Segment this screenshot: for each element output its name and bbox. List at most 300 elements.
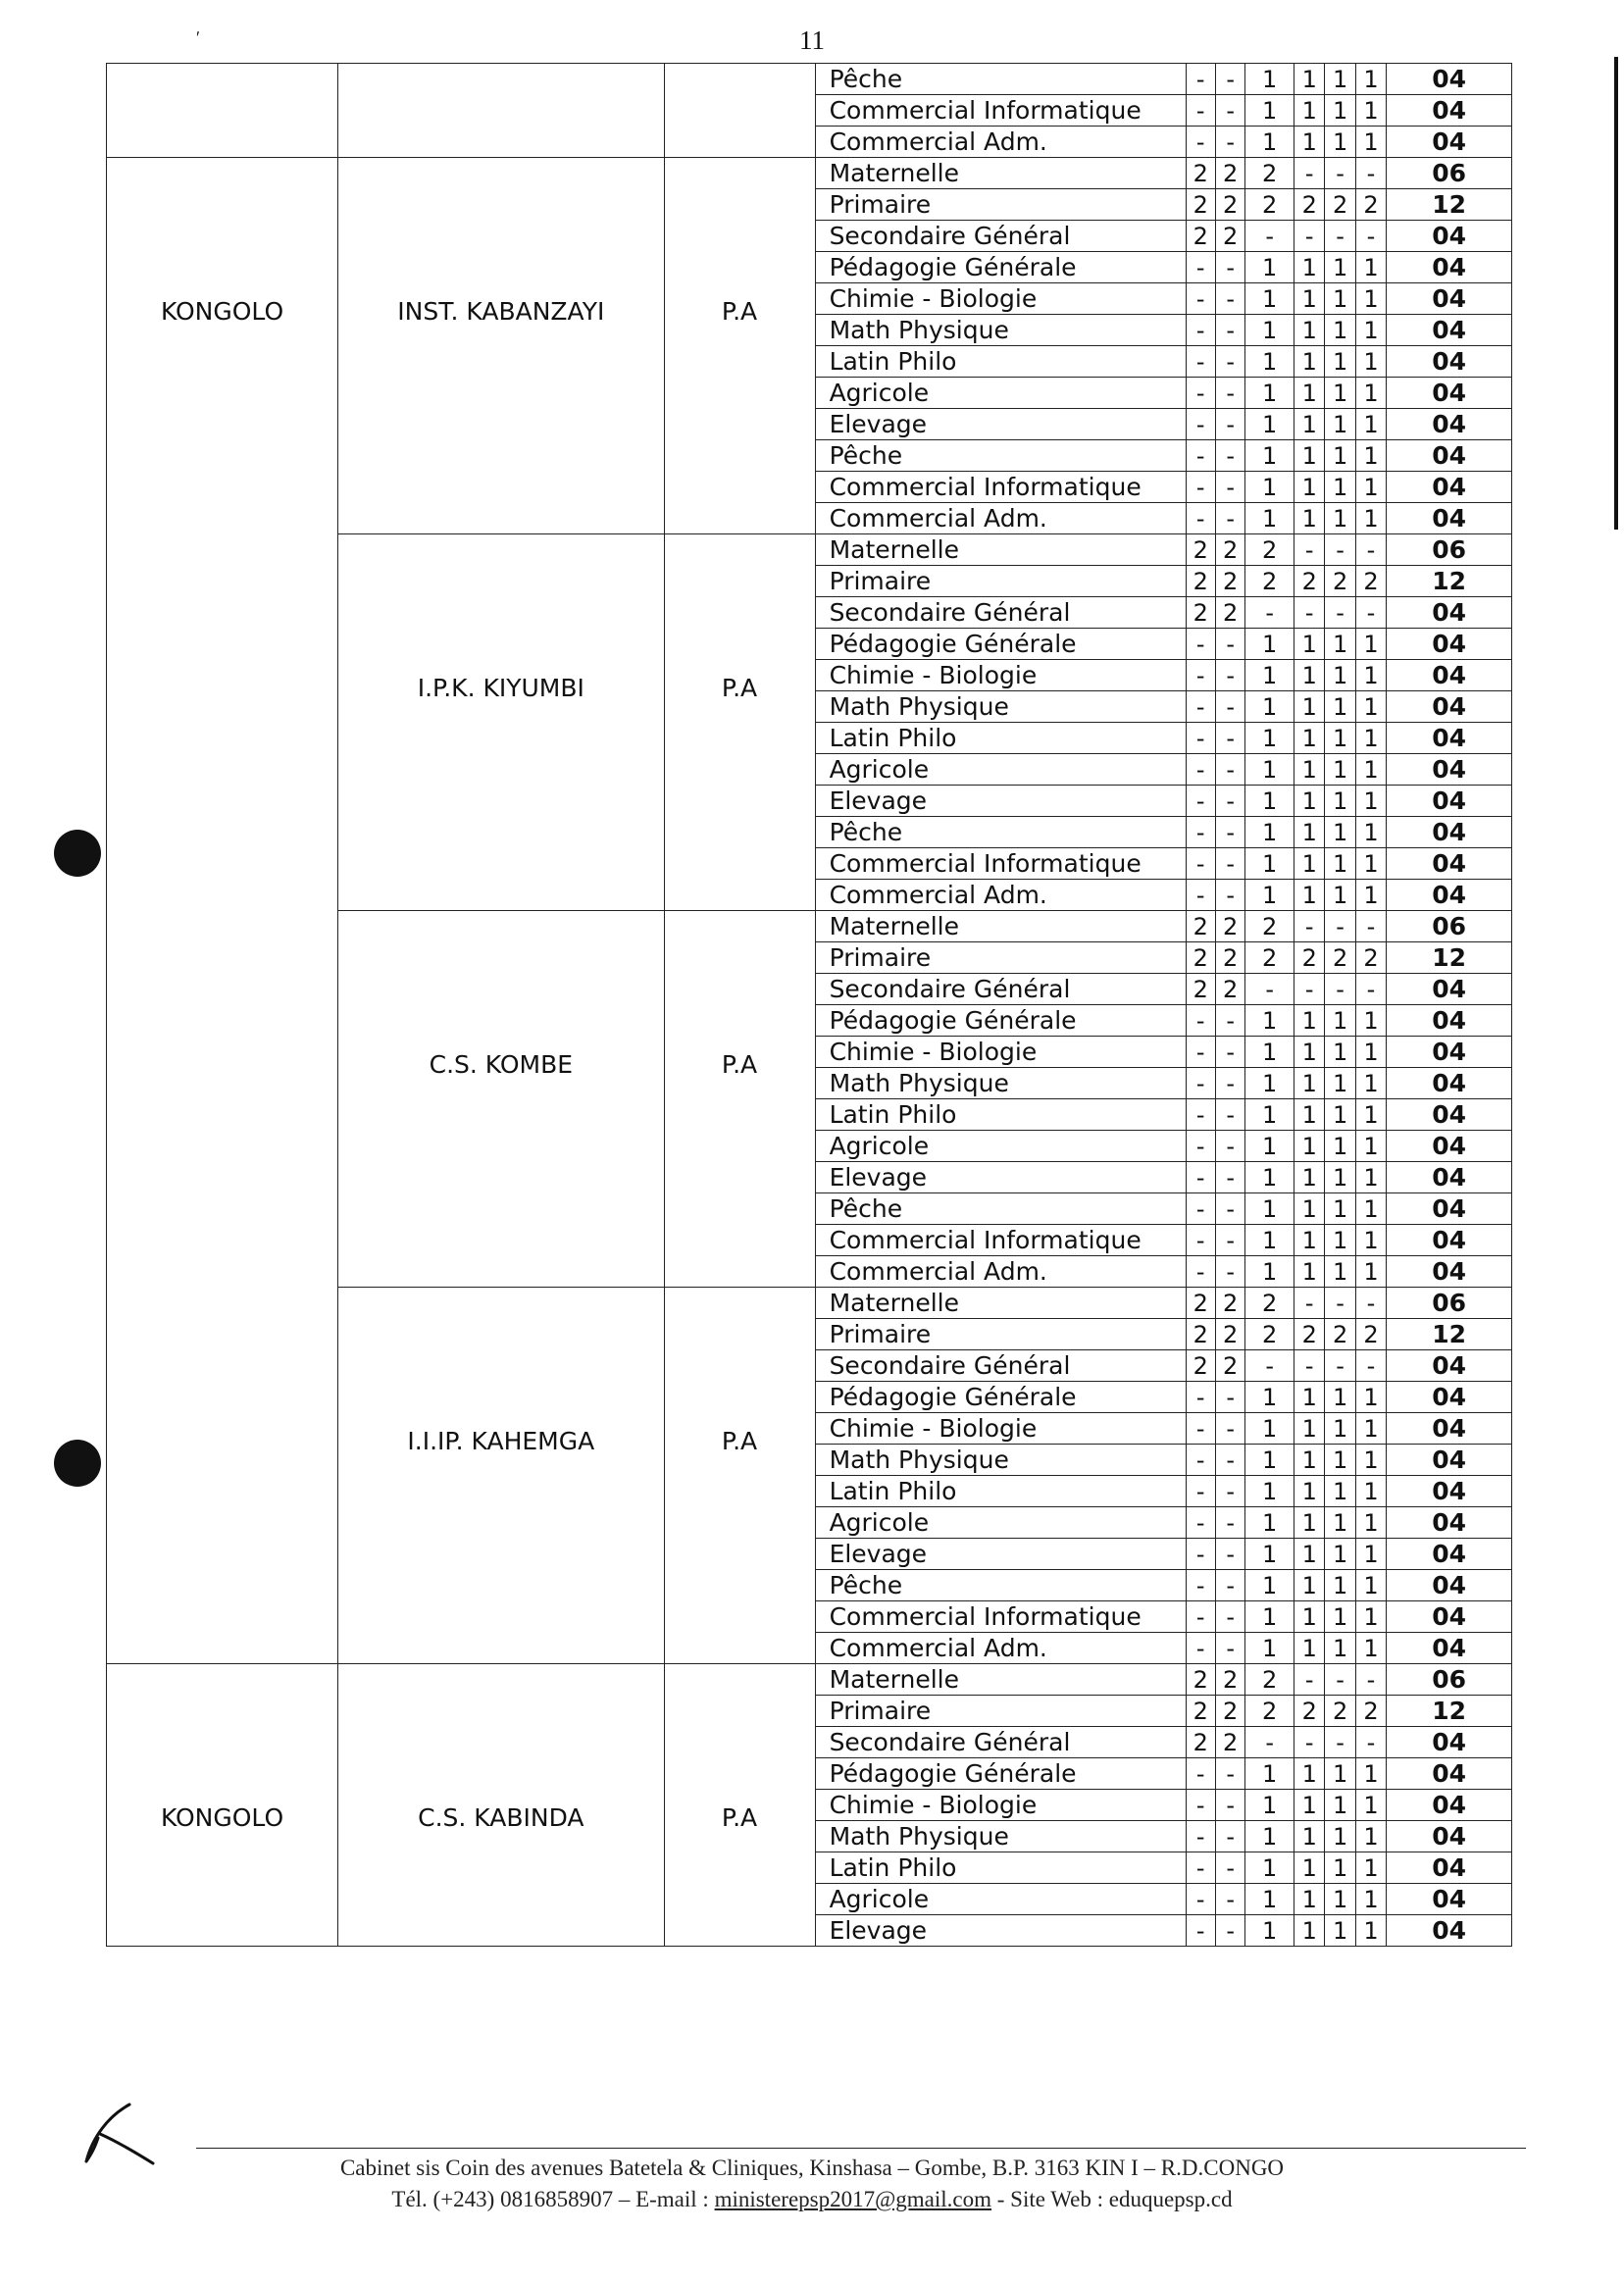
level-count: 1: [1355, 723, 1386, 754]
section-name: Pédagogie Générale: [815, 1758, 1186, 1790]
level-count: 1: [1355, 1821, 1386, 1852]
level-count: 1: [1294, 1445, 1325, 1476]
level-count: -: [1215, 723, 1244, 754]
level-count: 1: [1355, 660, 1386, 691]
level-count: -: [1325, 534, 1355, 566]
level-count: 1: [1325, 1539, 1355, 1570]
level-count: -: [1186, 1821, 1215, 1852]
province-name: KONGOLO: [107, 158, 338, 1664]
level-count: -: [1245, 1727, 1294, 1758]
row-total: 04: [1387, 691, 1512, 723]
row-total: 04: [1387, 848, 1512, 880]
level-count: -: [1186, 1601, 1215, 1633]
level-count: -: [1215, 409, 1244, 440]
level-count: -: [1186, 1570, 1215, 1601]
punch-hole: [54, 1440, 101, 1487]
level-count: 1: [1294, 409, 1325, 440]
level-count: 2: [1355, 942, 1386, 974]
level-count: 1: [1355, 64, 1386, 95]
section-name: Primaire: [815, 189, 1186, 221]
level-count: 1: [1325, 1476, 1355, 1507]
level-count: 1: [1294, 880, 1325, 911]
level-count: -: [1215, 1225, 1244, 1256]
footer-address: Cabinet sis Coin des avenues Batetela & Cliniques, Kinshasa – Gombe, B.P. 3163 KIN I – R.D.CONGO: [339, 2156, 1285, 2180]
level-count: -: [1186, 1193, 1215, 1225]
section-name: Chimie - Biologie: [815, 1037, 1186, 1068]
section-name: Pêche: [815, 1193, 1186, 1225]
level-count: -: [1186, 1915, 1215, 1947]
row-total: 04: [1387, 817, 1512, 848]
level-count: 2: [1294, 1319, 1325, 1350]
row-total: 04: [1387, 378, 1512, 409]
level-count: 1: [1294, 691, 1325, 723]
table-row: [107, 158, 1512, 189]
level-count: 2: [1294, 1696, 1325, 1727]
level-count: 1: [1325, 1413, 1355, 1445]
level-count: -: [1186, 64, 1215, 95]
row-total: 04: [1387, 1131, 1512, 1162]
level-count: 2: [1294, 566, 1325, 597]
section-name: Pédagogie Générale: [815, 629, 1186, 660]
level-count: 1: [1245, 1601, 1294, 1633]
row-total: 04: [1387, 597, 1512, 629]
level-count: -: [1186, 691, 1215, 723]
row-total: 04: [1387, 1539, 1512, 1570]
level-count: 1: [1294, 1758, 1325, 1790]
level-count: 2: [1245, 1288, 1294, 1319]
section-name: Math Physique: [815, 1821, 1186, 1852]
level-count: -: [1294, 221, 1325, 252]
level-count: 1: [1355, 1852, 1386, 1884]
level-count: 1: [1325, 95, 1355, 127]
level-count: -: [1325, 911, 1355, 942]
level-count: 1: [1245, 64, 1294, 95]
level-count: 1: [1355, 1225, 1386, 1256]
level-count: 1: [1294, 1413, 1325, 1445]
level-count: -: [1215, 1445, 1244, 1476]
row-total: 06: [1387, 534, 1512, 566]
level-count: 1: [1245, 1758, 1294, 1790]
level-count: -: [1294, 974, 1325, 1005]
level-count: 1: [1325, 1852, 1355, 1884]
section-name: Secondaire Général: [815, 974, 1186, 1005]
level-count: 2: [1245, 1664, 1294, 1696]
section-name: Chimie - Biologie: [815, 1413, 1186, 1445]
level-count: 1: [1294, 64, 1325, 95]
level-count: 1: [1294, 1790, 1325, 1821]
row-total: 04: [1387, 786, 1512, 817]
level-count: 1: [1325, 817, 1355, 848]
section-name: Pêche: [815, 64, 1186, 95]
row-total: 04: [1387, 974, 1512, 1005]
level-count: 1: [1294, 1256, 1325, 1288]
level-count: 1: [1245, 252, 1294, 283]
level-count: -: [1215, 1507, 1244, 1539]
row-total: 04: [1387, 1727, 1512, 1758]
level-count: 1: [1325, 1758, 1355, 1790]
level-count: 2: [1215, 942, 1244, 974]
level-count: 2: [1215, 974, 1244, 1005]
level-count: -: [1215, 1633, 1244, 1664]
level-count: 1: [1294, 1005, 1325, 1037]
level-count: 1: [1294, 1131, 1325, 1162]
level-count: 1: [1245, 409, 1294, 440]
level-count: 1: [1294, 1852, 1325, 1884]
level-count: -: [1355, 1727, 1386, 1758]
level-count: 1: [1355, 1445, 1386, 1476]
level-count: 1: [1245, 1476, 1294, 1507]
level-count: -: [1215, 346, 1244, 378]
level-count: 2: [1215, 1288, 1244, 1319]
level-count: 1: [1325, 315, 1355, 346]
level-count: 2: [1215, 1696, 1244, 1727]
row-total: 04: [1387, 1821, 1512, 1852]
level-count: 1: [1245, 1068, 1294, 1099]
level-count: -: [1215, 440, 1244, 472]
level-count: -: [1294, 911, 1325, 942]
level-count: 1: [1245, 1382, 1294, 1413]
level-count: -: [1186, 440, 1215, 472]
row-total: 04: [1387, 1601, 1512, 1633]
level-count: -: [1325, 1350, 1355, 1382]
level-count: 1: [1245, 880, 1294, 911]
section-name: Math Physique: [815, 1445, 1186, 1476]
row-total: 12: [1387, 189, 1512, 221]
level-count: 1: [1294, 629, 1325, 660]
row-total: 04: [1387, 1068, 1512, 1099]
level-count: 1: [1355, 1005, 1386, 1037]
section-name: Chimie - Biologie: [815, 660, 1186, 691]
level-count: -: [1186, 880, 1215, 911]
footer-email-link[interactable]: ministerepsp2017@gmail.com: [714, 2187, 992, 2211]
section-name: Pêche: [815, 817, 1186, 848]
level-count: 2: [1245, 1696, 1294, 1727]
level-count: -: [1215, 880, 1244, 911]
level-count: -: [1215, 1852, 1244, 1884]
level-count: -: [1325, 597, 1355, 629]
level-count: 1: [1355, 409, 1386, 440]
level-count: 1: [1245, 440, 1294, 472]
level-count: 1: [1294, 754, 1325, 786]
level-count: 2: [1186, 1696, 1215, 1727]
level-count: 1: [1355, 1601, 1386, 1633]
row-total: 04: [1387, 1633, 1512, 1664]
level-count: -: [1215, 1601, 1244, 1633]
level-count: -: [1215, 691, 1244, 723]
level-count: -: [1186, 629, 1215, 660]
level-count: -: [1186, 472, 1215, 503]
level-count: -: [1355, 911, 1386, 942]
level-count: 1: [1245, 283, 1294, 315]
level-count: 1: [1355, 1193, 1386, 1225]
level-count: 1: [1245, 660, 1294, 691]
row-total: 04: [1387, 472, 1512, 503]
level-count: 1: [1355, 1256, 1386, 1288]
level-count: -: [1186, 1852, 1215, 1884]
level-count: 1: [1245, 691, 1294, 723]
level-count: 2: [1186, 1350, 1215, 1382]
level-count: 2: [1215, 1319, 1244, 1350]
regime-code: P.A: [664, 1664, 815, 1947]
level-count: -: [1215, 64, 1244, 95]
row-total: 04: [1387, 1005, 1512, 1037]
level-count: 1: [1355, 786, 1386, 817]
level-count: 1: [1325, 754, 1355, 786]
level-count: 2: [1355, 1696, 1386, 1727]
level-count: 2: [1355, 566, 1386, 597]
level-count: 2: [1245, 534, 1294, 566]
section-name: Math Physique: [815, 691, 1186, 723]
level-count: 1: [1245, 1790, 1294, 1821]
level-count: 1: [1245, 1915, 1294, 1947]
level-count: 1: [1245, 378, 1294, 409]
level-count: -: [1186, 1005, 1215, 1037]
level-count: -: [1186, 315, 1215, 346]
level-count: 1: [1245, 315, 1294, 346]
section-name: Secondaire Général: [815, 1727, 1186, 1758]
row-total: 04: [1387, 1099, 1512, 1131]
level-count: -: [1215, 1821, 1244, 1852]
section-name: Pêche: [815, 440, 1186, 472]
level-count: -: [1215, 629, 1244, 660]
level-count: 1: [1355, 503, 1386, 534]
section-name: Commercial Adm.: [815, 1633, 1186, 1664]
level-count: -: [1355, 597, 1386, 629]
level-count: 2: [1245, 942, 1294, 974]
row-total: 04: [1387, 880, 1512, 911]
level-count: -: [1215, 472, 1244, 503]
row-total: 04: [1387, 1915, 1512, 1947]
level-count: -: [1215, 1884, 1244, 1915]
level-count: 1: [1325, 1915, 1355, 1947]
level-count: 1: [1325, 472, 1355, 503]
section-name: Maternelle: [815, 158, 1186, 189]
row-total: 04: [1387, 1225, 1512, 1256]
section-name: Maternelle: [815, 1288, 1186, 1319]
level-count: 2: [1215, 1664, 1244, 1696]
level-count: 1: [1245, 1413, 1294, 1445]
level-count: -: [1186, 1790, 1215, 1821]
level-count: 1: [1245, 629, 1294, 660]
table-row: [107, 1664, 1512, 1696]
level-count: -: [1215, 1915, 1244, 1947]
level-count: -: [1186, 1382, 1215, 1413]
level-count: 2: [1325, 566, 1355, 597]
level-count: 1: [1245, 1884, 1294, 1915]
section-name: Maternelle: [815, 1664, 1186, 1696]
level-count: 2: [1245, 1319, 1294, 1350]
level-count: 1: [1325, 848, 1355, 880]
level-count: -: [1245, 597, 1294, 629]
level-count: -: [1215, 315, 1244, 346]
level-count: 1: [1325, 1884, 1355, 1915]
regime-code: P.A: [664, 911, 815, 1288]
row-total: 04: [1387, 1382, 1512, 1413]
level-count: 1: [1245, 1162, 1294, 1193]
level-count: 2: [1186, 189, 1215, 221]
section-name: Math Physique: [815, 1068, 1186, 1099]
level-count: 2: [1186, 1664, 1215, 1696]
section-name: Agricole: [815, 1884, 1186, 1915]
level-count: 2: [1245, 158, 1294, 189]
level-count: 1: [1245, 127, 1294, 158]
level-count: 1: [1355, 1131, 1386, 1162]
level-count: 1: [1325, 283, 1355, 315]
level-count: 1: [1294, 1570, 1325, 1601]
level-count: -: [1215, 1037, 1244, 1068]
level-count: 1: [1294, 1539, 1325, 1570]
section-name: Secondaire Général: [815, 597, 1186, 629]
row-total: 04: [1387, 503, 1512, 534]
section-name: Elevage: [815, 409, 1186, 440]
level-count: -: [1186, 1633, 1215, 1664]
level-count: 1: [1245, 1225, 1294, 1256]
section-name: Elevage: [815, 1915, 1186, 1947]
level-count: -: [1325, 1664, 1355, 1696]
section-name: Pêche: [815, 1570, 1186, 1601]
level-count: 1: [1355, 1507, 1386, 1539]
level-count: 2: [1245, 189, 1294, 221]
level-count: 1: [1325, 1225, 1355, 1256]
section-name: Commercial Informatique: [815, 472, 1186, 503]
level-count: -: [1325, 221, 1355, 252]
level-count: 1: [1294, 1601, 1325, 1633]
section-name: Pédagogie Générale: [815, 1005, 1186, 1037]
row-total: 12: [1387, 1696, 1512, 1727]
level-count: 1: [1294, 723, 1325, 754]
level-count: -: [1215, 1193, 1244, 1225]
level-count: -: [1294, 1727, 1325, 1758]
level-count: -: [1186, 1225, 1215, 1256]
level-count: -: [1325, 974, 1355, 1005]
level-count: 1: [1245, 848, 1294, 880]
level-count: 1: [1355, 1915, 1386, 1947]
level-count: 1: [1325, 1601, 1355, 1633]
row-total: 04: [1387, 1445, 1512, 1476]
level-count: -: [1215, 817, 1244, 848]
section-name: Math Physique: [815, 315, 1186, 346]
regime-cell: [664, 64, 815, 158]
level-count: -: [1215, 252, 1244, 283]
margin-bar: [1614, 57, 1618, 530]
level-count: 1: [1294, 1915, 1325, 1947]
level-count: -: [1186, 723, 1215, 754]
level-count: 1: [1355, 1539, 1386, 1570]
level-count: 1: [1294, 503, 1325, 534]
level-count: 1: [1355, 880, 1386, 911]
level-count: 2: [1215, 1350, 1244, 1382]
level-count: 1: [1325, 880, 1355, 911]
level-count: 1: [1355, 1633, 1386, 1664]
level-count: 1: [1325, 440, 1355, 472]
section-name: Agricole: [815, 378, 1186, 409]
level-count: -: [1294, 1288, 1325, 1319]
level-count: 1: [1294, 1162, 1325, 1193]
level-count: 2: [1355, 189, 1386, 221]
section-name: Commercial Informatique: [815, 1225, 1186, 1256]
footer-contact: [0, 2187, 1624, 2212]
school-name: I.I.IP. KAHEMGA: [338, 1288, 664, 1664]
level-count: -: [1186, 786, 1215, 817]
row-total: 04: [1387, 660, 1512, 691]
level-count: -: [1215, 1382, 1244, 1413]
level-count: -: [1355, 1288, 1386, 1319]
section-name: Elevage: [815, 786, 1186, 817]
level-count: 1: [1294, 315, 1325, 346]
level-count: -: [1186, 1099, 1215, 1131]
level-count: 1: [1245, 1852, 1294, 1884]
level-count: 1: [1245, 1037, 1294, 1068]
level-count: 1: [1294, 817, 1325, 848]
level-count: -: [1186, 1507, 1215, 1539]
level-count: -: [1215, 1068, 1244, 1099]
level-count: 2: [1186, 534, 1215, 566]
school-cell: [338, 64, 664, 158]
level-count: 2: [1294, 189, 1325, 221]
level-count: 2: [1325, 189, 1355, 221]
level-count: 1: [1245, 1193, 1294, 1225]
row-total: 06: [1387, 158, 1512, 189]
section-name: Maternelle: [815, 534, 1186, 566]
level-count: 1: [1245, 817, 1294, 848]
level-count: 1: [1245, 1633, 1294, 1664]
section-name: Pédagogie Générale: [815, 252, 1186, 283]
row-total: 04: [1387, 346, 1512, 378]
level-count: 1: [1325, 503, 1355, 534]
level-count: -: [1186, 1131, 1215, 1162]
section-name: Latin Philo: [815, 346, 1186, 378]
level-count: 1: [1325, 1037, 1355, 1068]
level-count: -: [1355, 1664, 1386, 1696]
section-name: Elevage: [815, 1162, 1186, 1193]
section-name: Latin Philo: [815, 1476, 1186, 1507]
level-count: -: [1186, 1162, 1215, 1193]
section-name: Maternelle: [815, 911, 1186, 942]
level-count: -: [1325, 158, 1355, 189]
level-count: 2: [1325, 1696, 1355, 1727]
section-name: Primaire: [815, 942, 1186, 974]
section-name: Elevage: [815, 1539, 1186, 1570]
level-count: 1: [1325, 1445, 1355, 1476]
row-total: 04: [1387, 1790, 1512, 1821]
school-name: INST. KABANZAYI: [338, 158, 664, 534]
row-total: 04: [1387, 1193, 1512, 1225]
footer-website: - Site Web : eduquepsp.cd: [991, 2187, 1233, 2211]
level-count: 1: [1355, 1099, 1386, 1131]
row-total: 04: [1387, 1852, 1512, 1884]
level-count: -: [1215, 1476, 1244, 1507]
section-name: Primaire: [815, 1319, 1186, 1350]
level-count: 1: [1325, 1099, 1355, 1131]
level-count: 1: [1325, 1633, 1355, 1664]
row-total: 04: [1387, 440, 1512, 472]
level-count: 1: [1355, 1570, 1386, 1601]
level-count: 1: [1355, 817, 1386, 848]
level-count: -: [1215, 1539, 1244, 1570]
level-count: 1: [1325, 127, 1355, 158]
level-count: 2: [1186, 974, 1215, 1005]
province-cell: [107, 64, 338, 158]
level-count: -: [1186, 95, 1215, 127]
level-count: 1: [1325, 1131, 1355, 1162]
level-count: 2: [1215, 221, 1244, 252]
level-count: -: [1186, 503, 1215, 534]
regime-code: P.A: [664, 1288, 815, 1664]
row-total: 04: [1387, 1350, 1512, 1382]
level-count: 1: [1245, 503, 1294, 534]
level-count: 2: [1325, 1319, 1355, 1350]
level-count: -: [1186, 754, 1215, 786]
